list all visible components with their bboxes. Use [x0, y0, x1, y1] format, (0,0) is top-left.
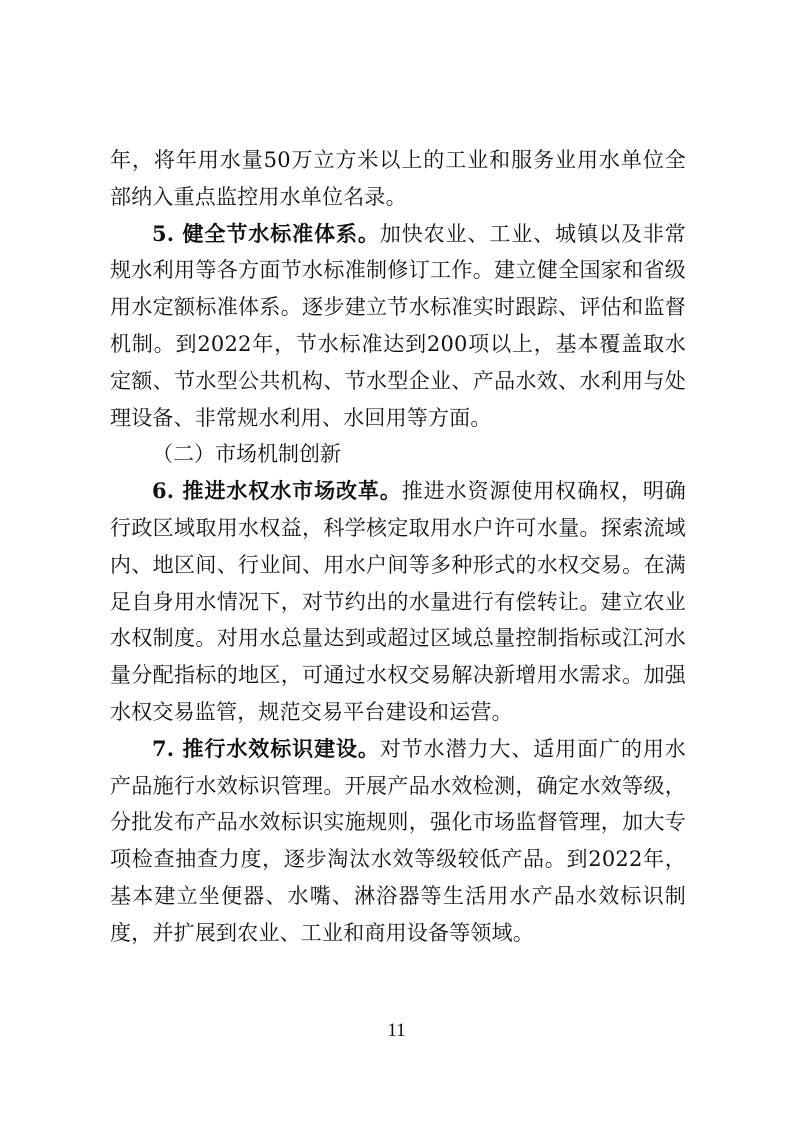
- item-6-body: 推进水资源使用权确权，明确行政区域取用水权益，科学核定取用水户许可水量。探索流域内、地区间、行业间、用水户间等多种形式的水权交易。在满足自身用水情况下，对节约出的水量进行有偿转让。建立农业水权制度。对用水总量达到或超过区域总量控制指标或江河水量分配指标的地区，可通过水权交易解决新增用水需求。加强水权交易监管，规范交易平台建设和运营。: [110, 479, 686, 724]
- continuation-paragraph: 年，将年用水量50万立方米以上的工业和服务业用水单位全部纳入重点监控用水单位名录。: [110, 148, 686, 209]
- page-number: 11: [387, 1020, 406, 1041]
- item-6-paragraph: [110, 473, 686, 731]
- section-heading: （二）市场机制创新: [152, 442, 341, 467]
- body-text: [110, 142, 686, 952]
- item-7-body: 对节水潜力大、适用面广的用水产品施行水效标识管理。开展产品水效检测，确定水效等级，分批发布产品水效标识实施规则，强化市场监督管理，加大专项检查抽查力度，逐步淘汰水效等级较低产品。到2022年，基本建立坐便器、水嘴、淋浴器等生活用水产品水效标识制度，并扩展到农业、工业和商用设备等领域。: [110, 736, 686, 945]
- item-5-lead: 5. 健全节水标准体系。: [152, 220, 380, 246]
- item-5-paragraph: [110, 216, 686, 437]
- item-5-body: 加快农业、工业、城镇以及非常规水利用等各方面节水标准制修订工作。建立健全国家和省级用水定额标准体系。逐步建立节水标准实时跟踪、评估和监督机制。到2022年，节水标准达到200项以上，基本覆盖取水定额、节水型公共机构、节水型企业、产品水效、水利用与处理设备、非常规水利用、水回用等方面。: [110, 221, 686, 430]
- item-7-paragraph: [110, 731, 686, 952]
- item-7-lead: 7. 推行水效标识建设。: [152, 735, 380, 761]
- item-6-lead: 6. 推进水权水市场改革。: [152, 478, 402, 504]
